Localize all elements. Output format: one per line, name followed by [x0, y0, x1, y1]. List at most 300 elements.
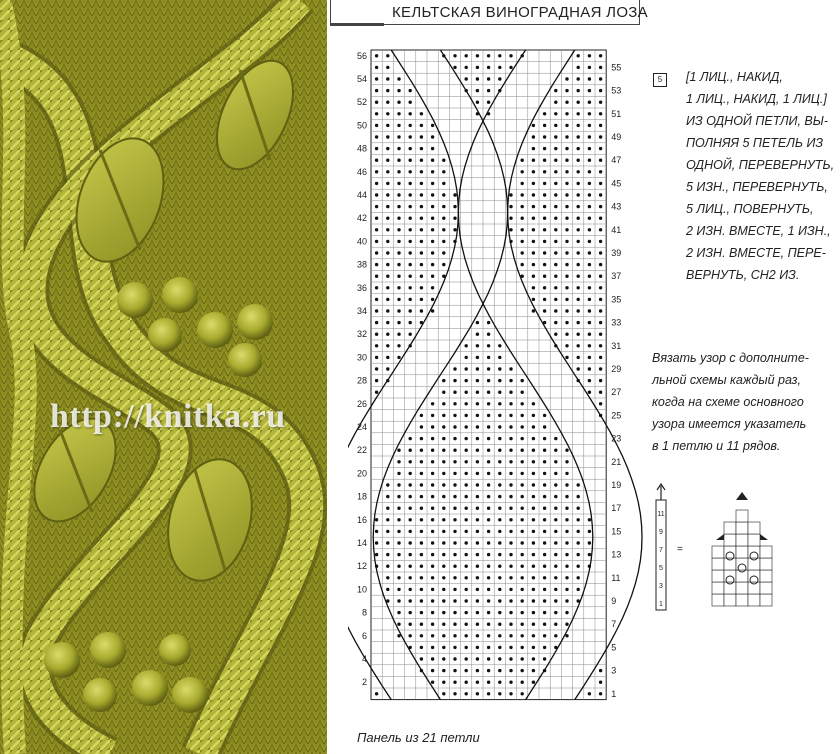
purl-dot — [509, 414, 512, 417]
purl-dot — [554, 530, 557, 533]
purl-dot — [588, 367, 591, 370]
purl-dot — [465, 425, 468, 428]
purl-dot — [509, 553, 512, 556]
purl-dot — [397, 77, 400, 80]
purl-dot — [476, 646, 479, 649]
purl-dot — [453, 425, 456, 428]
purl-dot — [453, 54, 456, 57]
purl-dot — [532, 669, 535, 672]
row-number-left: 18 — [356, 491, 367, 502]
purl-dot — [521, 669, 524, 672]
purl-dot — [442, 576, 445, 579]
purl-dot — [487, 356, 490, 359]
purl-dot — [386, 483, 389, 486]
purl-dot — [532, 275, 535, 278]
purl-dot — [386, 251, 389, 254]
purl-dot — [521, 402, 524, 405]
purl-dot — [509, 495, 512, 498]
purl-dot — [565, 77, 568, 80]
purl-dot — [442, 495, 445, 498]
purl-dot — [431, 646, 434, 649]
purl-dot — [565, 275, 568, 278]
purl-dot — [543, 530, 546, 533]
purl-dot — [532, 553, 535, 556]
row-number-right: 17 — [611, 503, 622, 514]
purl-dot — [386, 518, 389, 521]
purl-dot — [397, 112, 400, 115]
purl-dot — [431, 449, 434, 452]
purl-dot — [420, 124, 423, 127]
purl-dot — [442, 460, 445, 463]
purl-dot — [509, 681, 512, 684]
purl-dot — [465, 402, 468, 405]
purl-dot — [465, 66, 468, 69]
purl-dot — [532, 460, 535, 463]
purl-dot — [397, 541, 400, 544]
aux-grid-cell — [712, 570, 724, 582]
purl-dot — [498, 460, 501, 463]
purl-dot — [521, 611, 524, 614]
purl-dot — [431, 681, 434, 684]
purl-dot — [397, 623, 400, 626]
purl-dot — [543, 193, 546, 196]
purl-dot — [543, 147, 546, 150]
purl-dot — [386, 298, 389, 301]
purl-dot — [465, 77, 468, 80]
purl-dot — [397, 333, 400, 336]
purl-dot — [543, 286, 546, 289]
purl-dot — [397, 344, 400, 347]
purl-dot — [532, 518, 535, 521]
purl-dot — [577, 576, 580, 579]
purl-dot — [397, 217, 400, 220]
purl-dot — [521, 193, 524, 196]
purl-dot — [409, 263, 412, 266]
purl-dot — [509, 228, 512, 231]
purl-dot — [543, 599, 546, 602]
purl-dot — [465, 54, 468, 57]
row-number-right: 23 — [611, 433, 622, 444]
purl-dot — [554, 251, 557, 254]
row-number-left: 42 — [356, 213, 367, 224]
purl-dot — [487, 518, 490, 521]
purl-dot — [465, 634, 468, 637]
purl-dot — [532, 263, 535, 266]
purl-dot — [476, 611, 479, 614]
purl-dot — [543, 611, 546, 614]
purl-dot — [599, 193, 602, 196]
purl-dot — [532, 309, 535, 312]
purl-dot — [554, 495, 557, 498]
purl-dot — [409, 565, 412, 568]
purl-dot — [577, 263, 580, 266]
aux-marker-number: 11 — [657, 511, 665, 518]
purl-dot — [375, 391, 378, 394]
aux-grid-cell — [748, 594, 760, 606]
purl-dot — [521, 251, 524, 254]
purl-dot — [487, 495, 490, 498]
purl-dot — [386, 205, 389, 208]
purl-dot — [532, 483, 535, 486]
purl-dot — [543, 623, 546, 626]
purl-dot — [498, 367, 501, 370]
purl-dot — [565, 263, 568, 266]
purl-dot — [442, 634, 445, 637]
purl-dot — [487, 530, 490, 533]
purl-dot — [431, 309, 434, 312]
purl-dot — [532, 611, 535, 614]
purl-dot — [532, 576, 535, 579]
purl-dot — [397, 275, 400, 278]
purl-dot — [453, 599, 456, 602]
purl-dot — [431, 193, 434, 196]
purl-dot — [532, 147, 535, 150]
purl-dot — [431, 170, 434, 173]
row-number-right: 55 — [611, 62, 622, 73]
purl-dot — [532, 681, 535, 684]
purl-dot — [543, 217, 546, 220]
row-number-left: 38 — [356, 259, 367, 270]
purl-dot — [453, 449, 456, 452]
row-number-right: 27 — [611, 387, 622, 398]
purl-dot — [453, 530, 456, 533]
purl-dot — [554, 449, 557, 452]
purl-dot — [543, 518, 546, 521]
purl-dot — [498, 657, 501, 660]
purl-dot — [532, 402, 535, 405]
purl-dot — [442, 414, 445, 417]
purl-dot — [453, 205, 456, 208]
purl-dot — [453, 646, 456, 649]
purl-dot — [420, 240, 423, 243]
purl-dot — [487, 692, 490, 695]
purl-dot — [442, 518, 445, 521]
purl-dot — [476, 553, 479, 556]
purl-dot — [386, 553, 389, 556]
purl-dot — [386, 321, 389, 324]
purl-dot — [465, 483, 468, 486]
purl-dot — [409, 437, 412, 440]
purl-dot — [532, 298, 535, 301]
purl-dot — [565, 483, 568, 486]
purl-dot — [577, 483, 580, 486]
purl-dot — [386, 124, 389, 127]
purl-dot — [521, 460, 524, 463]
purl-dot — [431, 205, 434, 208]
purl-dot — [465, 472, 468, 475]
legend-line: ИЗ ОДНОЙ ПЕТЛИ, ВЫ- — [686, 114, 828, 128]
purl-dot — [386, 263, 389, 266]
purl-dot — [543, 240, 546, 243]
purl-dot — [476, 101, 479, 104]
purl-dot — [465, 599, 468, 602]
chart-caption: Панель из 21 петли — [357, 730, 480, 745]
purl-dot — [577, 286, 580, 289]
purl-dot — [532, 634, 535, 637]
purl-dot — [420, 623, 423, 626]
purl-dot — [375, 101, 378, 104]
purl-dot — [453, 414, 456, 417]
purl-dot — [420, 193, 423, 196]
purl-dot — [487, 657, 490, 660]
purl-dot — [453, 507, 456, 510]
purl-dot — [375, 379, 378, 382]
purl-dot — [588, 356, 591, 359]
purl-dot — [453, 565, 456, 568]
purl-dot — [476, 565, 479, 568]
purl-dot — [465, 623, 468, 626]
purl-dot — [442, 692, 445, 695]
row-number-right: 29 — [611, 364, 622, 374]
purl-dot — [498, 356, 501, 359]
purl-dot — [509, 483, 512, 486]
row-number-right: 19 — [611, 480, 622, 490]
purl-dot — [487, 449, 490, 452]
aux-grid — [712, 510, 772, 606]
purl-dot — [565, 193, 568, 196]
row-number-left: 2 — [361, 677, 367, 688]
purl-dot — [543, 588, 546, 591]
purl-dot — [565, 588, 568, 591]
purl-dot — [543, 472, 546, 475]
purl-dot — [498, 507, 501, 510]
purl-dot — [453, 402, 456, 405]
purl-dot — [386, 77, 389, 80]
purl-dot — [521, 541, 524, 544]
row-number-left: 20 — [356, 468, 367, 479]
purl-dot — [599, 182, 602, 185]
purl-dot — [431, 565, 434, 568]
purl-dot — [509, 460, 512, 463]
purl-dot — [442, 483, 445, 486]
purl-dot — [521, 646, 524, 649]
purl-dot — [521, 657, 524, 660]
purl-dot — [509, 54, 512, 57]
watermark-text: http://knitka.ru — [50, 398, 286, 435]
purl-dot — [498, 576, 501, 579]
purl-dot — [565, 623, 568, 626]
purl-dot — [554, 170, 557, 173]
purl-dot — [554, 135, 557, 138]
row-number-right: 1 — [611, 688, 617, 699]
row-number-left: 40 — [356, 236, 367, 247]
purl-dot — [397, 553, 400, 556]
purl-dot — [543, 309, 546, 312]
purl-dot — [397, 634, 400, 637]
purl-dot — [588, 112, 591, 115]
purl-dot — [509, 611, 512, 614]
legend-line: 5 ИЗН., ПЕРЕВЕРНУТЬ, — [686, 180, 828, 194]
aux-grid-cell — [760, 570, 772, 582]
purl-dot — [521, 530, 524, 533]
purl-dot — [543, 646, 546, 649]
purl-dot — [375, 356, 378, 359]
purl-dot — [599, 251, 602, 254]
purl-dot — [554, 240, 557, 243]
purl-dot — [543, 182, 546, 185]
aux-grid-cell — [724, 522, 736, 534]
purl-dot — [554, 634, 557, 637]
purl-dot — [509, 541, 512, 544]
purl-dot — [498, 692, 501, 695]
purl-dot — [375, 309, 378, 312]
purl-dot — [543, 159, 546, 162]
purl-dot — [532, 124, 535, 127]
purl-dot — [476, 530, 479, 533]
purl-dot — [431, 124, 434, 127]
purl-dot — [509, 367, 512, 370]
purl-dot — [588, 101, 591, 104]
row-number-right: 31 — [611, 340, 622, 351]
purl-dot — [409, 634, 412, 637]
purl-dot — [465, 495, 468, 498]
purl-dot — [565, 309, 568, 312]
purl-dot — [397, 89, 400, 92]
purl-dot — [543, 251, 546, 254]
purl-dot — [565, 182, 568, 185]
purl-dot — [565, 530, 568, 533]
purl-dot — [453, 692, 456, 695]
purl-dot — [543, 414, 546, 417]
purl-dot — [375, 135, 378, 138]
purl-dot — [565, 286, 568, 289]
purl-dot — [599, 367, 602, 370]
purl-dot — [532, 193, 535, 196]
purl-dot — [465, 657, 468, 660]
purl-dot — [509, 437, 512, 440]
purl-dot — [577, 495, 580, 498]
purl-dot — [554, 275, 557, 278]
purl-dot — [599, 147, 602, 150]
purl-dot — [509, 657, 512, 660]
row-number-left: 54 — [356, 74, 367, 84]
purl-dot — [375, 367, 378, 370]
purl-dot — [554, 286, 557, 289]
purl-dot — [465, 367, 468, 370]
purl-dot — [554, 159, 557, 162]
purl-dot — [487, 669, 490, 672]
purl-dot — [554, 437, 557, 440]
purl-dot — [409, 321, 412, 324]
purl-dot — [386, 240, 389, 243]
purl-dot — [386, 286, 389, 289]
purl-dot — [554, 228, 557, 231]
instruction-text — [652, 347, 838, 457]
purl-dot — [409, 611, 412, 614]
purl-dot — [397, 599, 400, 602]
purl-dot — [442, 170, 445, 173]
purl-dot — [442, 240, 445, 243]
purl-dot — [465, 588, 468, 591]
purl-dot — [554, 263, 557, 266]
purl-dot — [397, 240, 400, 243]
purl-dot — [577, 228, 580, 231]
purl-dot — [409, 483, 412, 486]
purl-dot — [397, 321, 400, 324]
purl-dot — [476, 89, 479, 92]
purl-dot — [431, 147, 434, 150]
purl-dot — [431, 530, 434, 533]
purl-dot — [565, 460, 568, 463]
legend-description — [686, 66, 836, 286]
purl-dot — [375, 321, 378, 324]
aux-grid-cell — [736, 510, 748, 522]
purl-dot — [599, 77, 602, 80]
purl-dot — [521, 565, 524, 568]
purl-dot — [453, 541, 456, 544]
purl-dot — [588, 193, 591, 196]
purl-dot — [442, 565, 445, 568]
purl-dot — [588, 286, 591, 289]
purl-dot — [509, 692, 512, 695]
purl-dot — [386, 356, 389, 359]
purl-dot — [386, 309, 389, 312]
instruction-line: в 1 петлю и 11 рядов. — [652, 439, 781, 453]
purl-dot — [386, 228, 389, 231]
purl-dot — [565, 217, 568, 220]
purl-dot — [420, 425, 423, 428]
purl-dot — [465, 379, 468, 382]
purl-dot — [487, 472, 490, 475]
purl-dot — [577, 344, 580, 347]
purl-dot — [476, 472, 479, 475]
purl-dot — [476, 634, 479, 637]
aux-grid-cell — [712, 558, 724, 570]
purl-dot — [442, 402, 445, 405]
aux-marker-number: 7 — [659, 547, 663, 554]
purl-dot — [409, 251, 412, 254]
purl-dot — [442, 251, 445, 254]
purl-dot — [453, 657, 456, 660]
purl-dot — [465, 518, 468, 521]
purl-dot — [397, 483, 400, 486]
aux-grid-cell — [724, 534, 736, 546]
purl-dot — [565, 159, 568, 162]
purl-dot — [498, 379, 501, 382]
purl-dot — [397, 182, 400, 185]
purl-dot — [509, 66, 512, 69]
purl-dot — [397, 309, 400, 312]
purl-dot — [565, 333, 568, 336]
purl-dot — [409, 553, 412, 556]
purl-dot — [397, 495, 400, 498]
purl-dot — [397, 460, 400, 463]
purl-dot — [565, 205, 568, 208]
purl-dot — [375, 77, 378, 80]
purl-dot — [375, 553, 378, 556]
purl-dot — [577, 205, 580, 208]
purl-dot — [532, 449, 535, 452]
purl-dot — [532, 414, 535, 417]
purl-dot — [509, 472, 512, 475]
purl-dot — [431, 472, 434, 475]
purl-dot — [442, 588, 445, 591]
purl-dot — [453, 472, 456, 475]
purl-dot — [498, 588, 501, 591]
purl-dot — [588, 54, 591, 57]
purl-dot — [543, 228, 546, 231]
purl-dot — [554, 483, 557, 486]
purl-dot — [487, 425, 490, 428]
purl-dot — [420, 205, 423, 208]
purl-dot — [498, 611, 501, 614]
row-number-right: 5 — [611, 642, 617, 653]
purl-dot — [543, 449, 546, 452]
purl-dot — [453, 66, 456, 69]
purl-dot — [554, 193, 557, 196]
purl-dot — [532, 472, 535, 475]
purl-dot — [476, 692, 479, 695]
